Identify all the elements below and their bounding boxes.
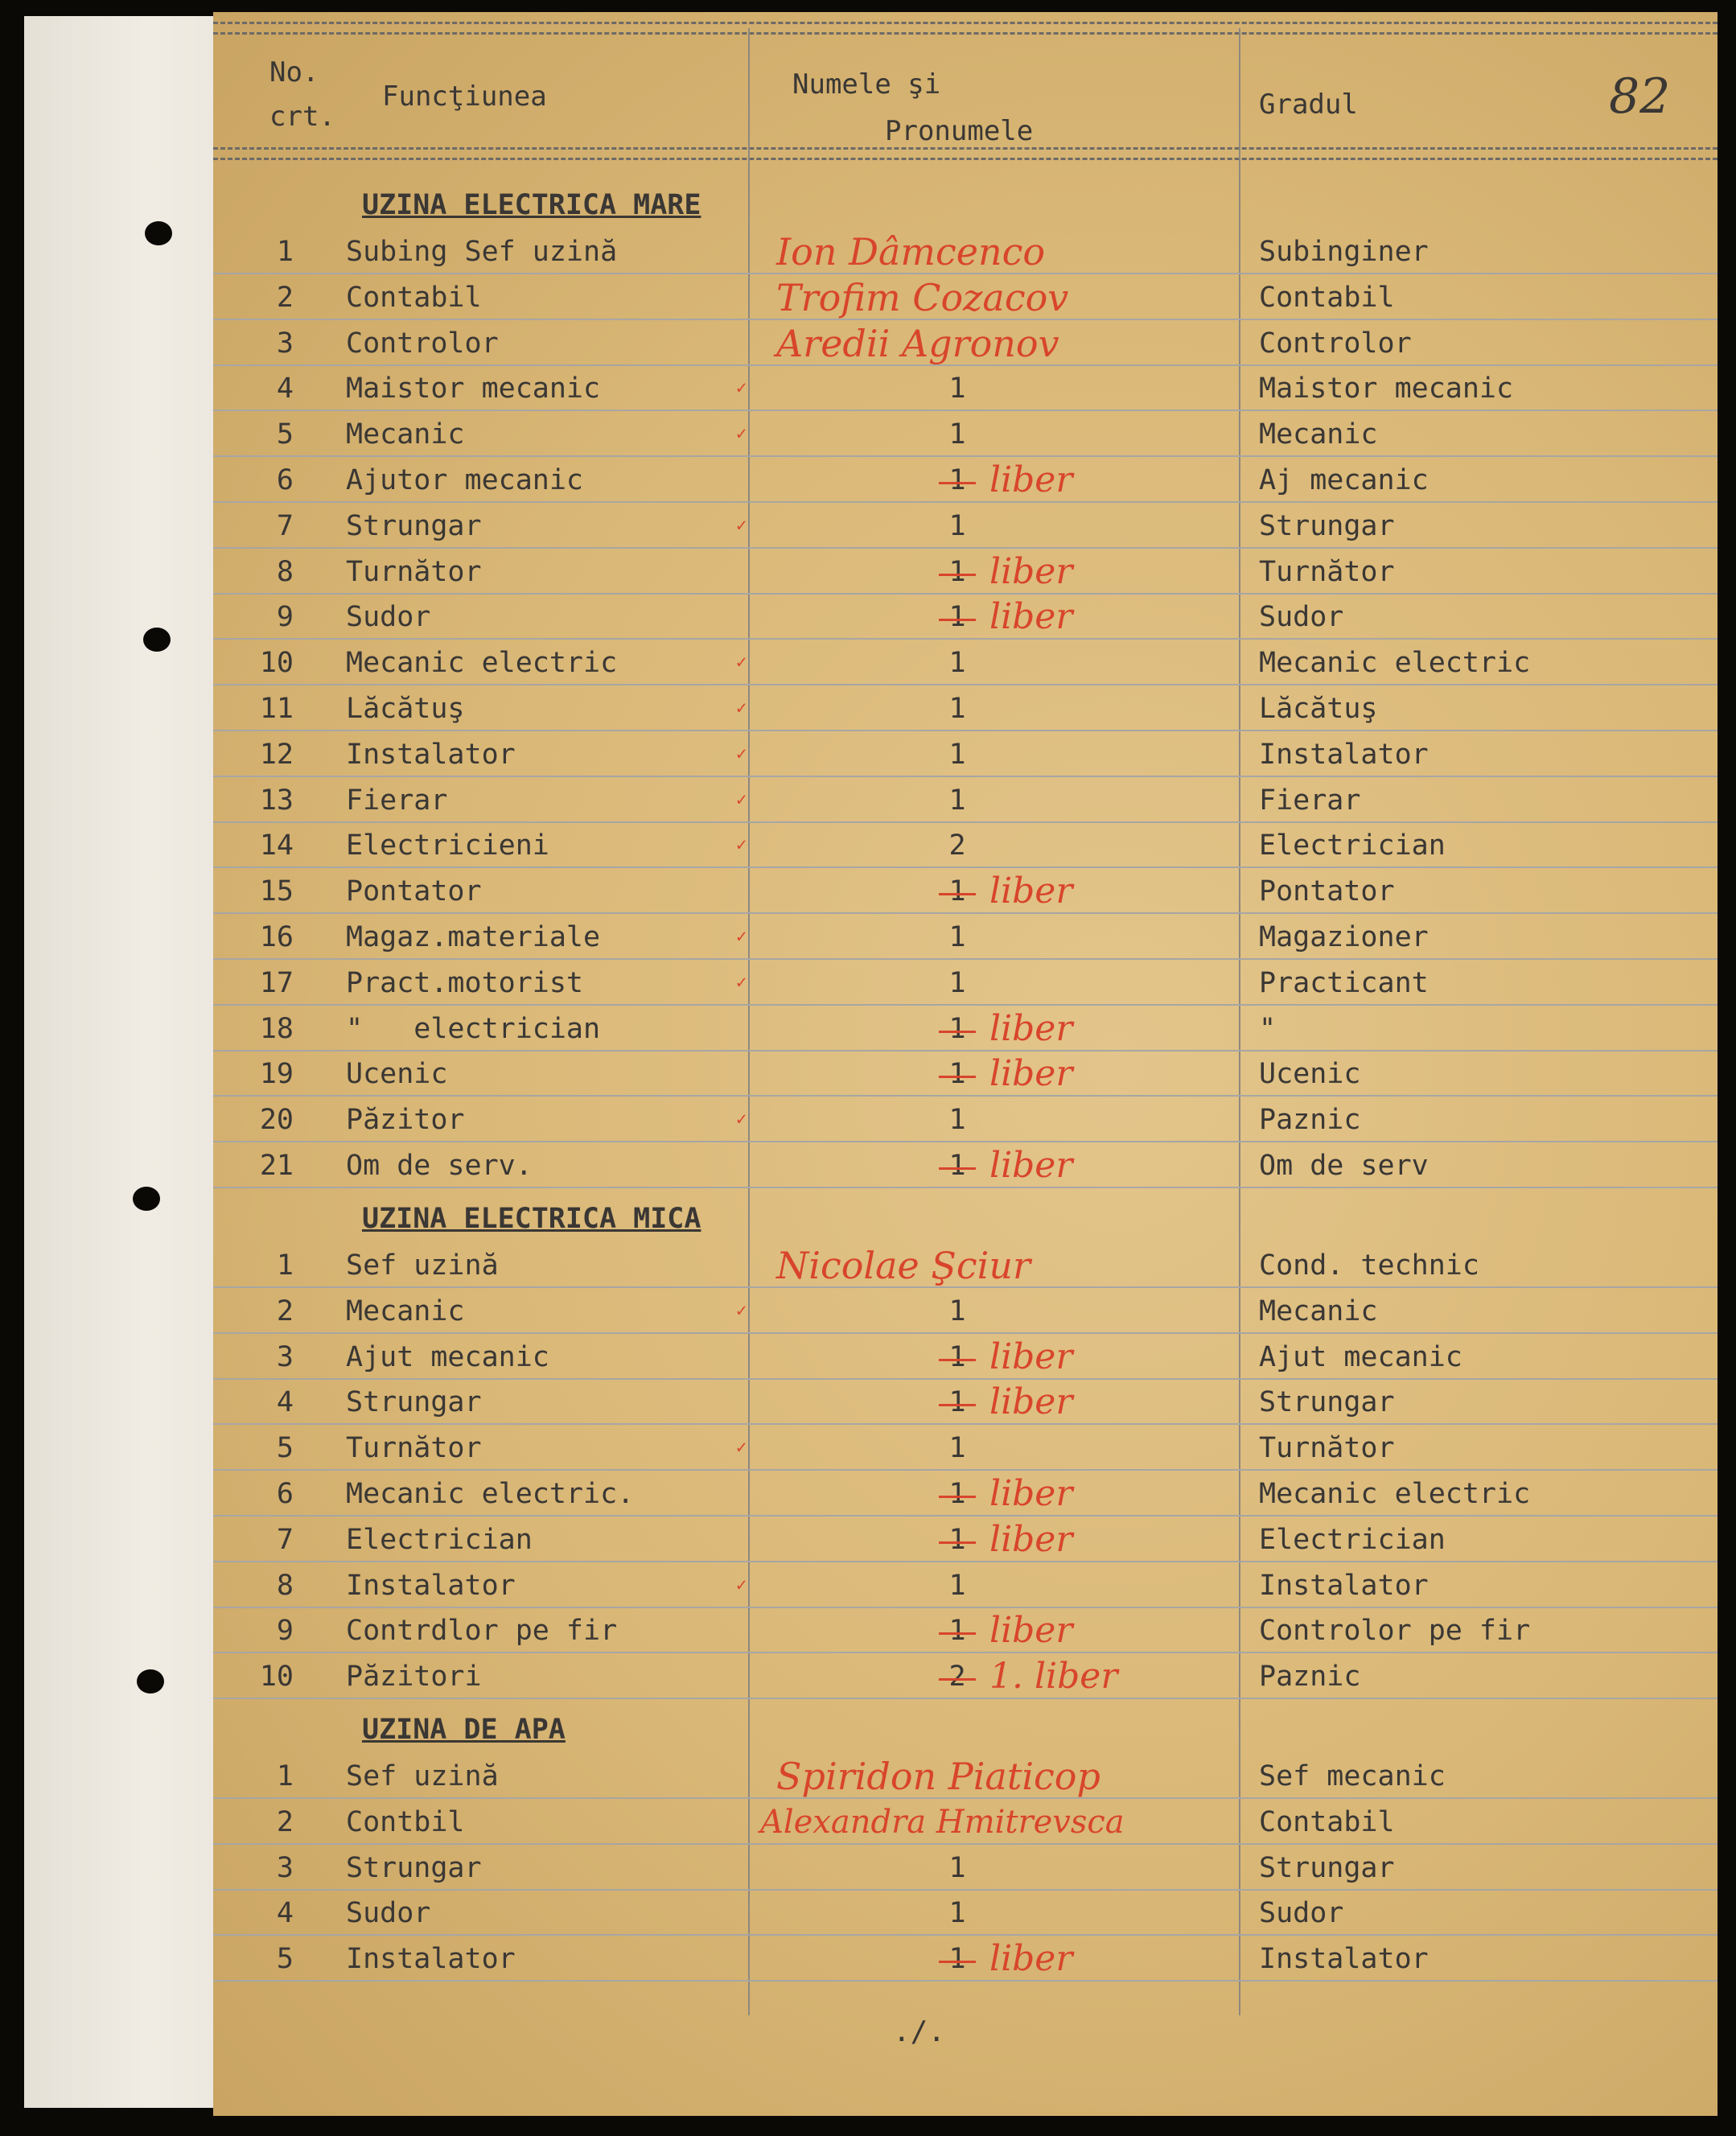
row-divider	[213, 684, 1717, 685]
table-row	[213, 823, 1717, 868]
strikethrough-mark	[939, 1031, 976, 1033]
row-divider	[213, 1889, 1717, 1891]
row-divider	[213, 273, 1717, 274]
document-page	[213, 12, 1717, 2116]
punch-hole	[145, 221, 172, 245]
vacancy-note: liber	[989, 550, 1073, 592]
grade-cell: Fierar	[1259, 784, 1361, 817]
grade-cell: Instalator	[1259, 1943, 1429, 1976]
row-divider	[213, 1698, 1717, 1699]
function-cell: Mecanic electric.	[346, 1478, 635, 1510]
function-cell: Lăcătuş	[346, 693, 465, 725]
staff-count: 1	[948, 784, 966, 817]
table-row	[213, 1891, 1717, 1936]
grade-cell: Magazioner	[1259, 921, 1429, 953]
row-divider	[213, 912, 1717, 914]
row-number: 3	[276, 327, 294, 360]
row-divider	[213, 1332, 1717, 1334]
punch-hole	[133, 1187, 160, 1211]
row-number: 10	[259, 1661, 294, 1694]
checkmark-icon: ✓	[736, 424, 747, 445]
grade-cell: Ucenic	[1259, 1058, 1361, 1091]
staff-count: 1	[948, 509, 966, 542]
row-divider	[213, 1980, 1717, 1982]
row-divider	[213, 593, 1717, 595]
staff-count: 1	[948, 1851, 966, 1884]
row-divider	[213, 319, 1717, 320]
row-divider	[213, 501, 1717, 503]
page-number: 82	[1609, 68, 1671, 125]
checkmark-icon: ✓	[736, 835, 747, 856]
row-divider	[213, 1004, 1717, 1006]
section-title: UZINA ELECTRICA MARE	[362, 189, 701, 221]
staff-count: 1	[948, 1523, 966, 1556]
table-row	[213, 1097, 1717, 1142]
function-cell: Electricieni	[346, 829, 549, 862]
section-title: UZINA DE APA	[362, 1714, 566, 1746]
strikethrough-mark	[939, 1496, 976, 1498]
row-divider	[213, 821, 1717, 823]
checkmark-icon: ✓	[736, 972, 747, 993]
vacancy-note: liber	[989, 1473, 1073, 1514]
strikethrough-mark	[939, 893, 976, 895]
row-number: 7	[276, 509, 294, 542]
staff-count: 1	[948, 1012, 966, 1045]
row-divider	[213, 1934, 1717, 1936]
row-number: 7	[276, 1523, 294, 1556]
table-row	[213, 869, 1717, 914]
header-top-rule	[213, 22, 1717, 35]
row-number: 18	[259, 1012, 294, 1045]
punch-hole	[143, 628, 171, 652]
table-row	[213, 412, 1717, 457]
staff-count: 1	[948, 921, 966, 953]
function-cell: Sudor	[346, 601, 431, 634]
row-number: 9	[276, 1615, 294, 1648]
strikethrough-mark	[939, 1678, 976, 1681]
staff-count: 2	[948, 1661, 966, 1694]
strikethrough-mark	[939, 1359, 976, 1361]
row-number: 13	[259, 784, 294, 817]
table-row	[213, 1846, 1717, 1891]
row-divider	[213, 410, 1717, 411]
staff-count: 1	[948, 1058, 966, 1091]
row-divider	[213, 1469, 1717, 1471]
staff-count: 1	[948, 875, 966, 908]
row-divider	[213, 730, 1717, 731]
grade-cell: Pontator	[1259, 875, 1395, 908]
row-divider	[213, 1187, 1717, 1188]
function-cell: Mecanic	[346, 1294, 465, 1327]
table-row	[213, 1608, 1717, 1653]
table-row	[213, 1754, 1717, 1799]
grade-cell: Maistor mecanic	[1259, 372, 1514, 405]
function-cell: Electrician	[346, 1523, 533, 1556]
function-cell: Pontator	[346, 875, 482, 908]
function-cell: Mecanic electric	[346, 647, 618, 680]
function-cell: Ajutor mecanic	[346, 464, 584, 496]
handwritten-name: Spiridon Piaticop	[776, 1755, 1100, 1798]
function-cell: Sef uzină	[346, 1249, 499, 1282]
function-cell: Contbil	[346, 1805, 465, 1838]
staff-count: 1	[948, 1569, 966, 1602]
row-divider	[213, 1095, 1717, 1097]
strikethrough-mark	[939, 574, 976, 576]
table-row	[213, 1380, 1717, 1425]
grade-cell: Instalator	[1259, 738, 1429, 771]
table-row	[213, 1563, 1717, 1608]
vacancy-note: liber	[989, 1610, 1073, 1652]
staff-count: 1	[948, 1943, 966, 1976]
function-cell: Instalator	[346, 738, 516, 771]
header-function: Funcţiunea	[382, 80, 547, 113]
handwritten-name: Nicolae Şciur	[776, 1244, 1031, 1287]
row-divider	[213, 455, 1717, 457]
table-row	[213, 1654, 1717, 1699]
table-row	[213, 1243, 1717, 1288]
table-row	[213, 640, 1717, 685]
row-number: 16	[259, 921, 294, 953]
grade-cell: Mecanic electric	[1259, 647, 1531, 680]
checkmark-icon: ✓	[736, 1438, 747, 1459]
grade-cell: Mecanic	[1259, 1294, 1378, 1327]
section-title: UZINA ELECTRICA MICA	[362, 1203, 701, 1235]
function-cell: Ucenic	[346, 1058, 448, 1091]
strikethrough-mark	[939, 1076, 976, 1078]
grade-cell: "	[1259, 1012, 1277, 1045]
table-row	[213, 915, 1717, 960]
row-divider	[213, 1141, 1717, 1142]
function-cell: Turnător	[346, 1432, 482, 1465]
handwritten-name: Trofim Cozacov	[776, 275, 1069, 319]
row-divider	[213, 1286, 1717, 1288]
staff-count: 1	[948, 418, 966, 451]
row-number: 5	[276, 418, 294, 451]
grade-cell: Controlor pe fir	[1259, 1615, 1531, 1648]
row-number: 17	[259, 966, 294, 999]
staff-count: 1	[948, 464, 966, 496]
header-no: No.	[269, 56, 319, 88]
row-number: 4	[276, 372, 294, 405]
table-row	[213, 1006, 1717, 1052]
grade-cell: Instalator	[1259, 1569, 1429, 1602]
row-number: 14	[259, 829, 294, 862]
strikethrough-mark	[939, 619, 976, 621]
staff-count: 1	[948, 1294, 966, 1327]
grade-cell: Turnător	[1259, 1432, 1395, 1465]
row-divider	[213, 547, 1717, 549]
function-cell: Subing Sef uzină	[346, 236, 618, 268]
row-number: 6	[276, 1478, 294, 1510]
vacancy-note: liber	[989, 1518, 1073, 1560]
function-cell: Strungar	[346, 509, 482, 542]
header-crt: crt.	[269, 101, 335, 133]
punch-hole	[137, 1669, 164, 1694]
vacancy-note: liber	[989, 596, 1073, 638]
checkmark-icon: ✓	[736, 789, 747, 810]
staff-count: 1	[948, 1104, 966, 1137]
row-divider	[213, 1607, 1717, 1608]
vacancy-note: liber	[989, 1007, 1073, 1049]
table-row	[213, 229, 1717, 274]
checkmark-icon: ✓	[736, 652, 747, 673]
row-divider	[213, 1561, 1717, 1562]
function-cell: Sef uzină	[346, 1760, 499, 1792]
row-number: 8	[276, 555, 294, 588]
grade-cell: Paznic	[1259, 1104, 1361, 1137]
checkmark-icon: ✓	[736, 1300, 747, 1321]
row-number: 12	[259, 738, 294, 771]
vacancy-note: liber	[989, 1145, 1073, 1186]
row-number: 3	[276, 1851, 294, 1884]
grade-cell: Subinginer	[1259, 236, 1429, 268]
grade-cell: Strungar	[1259, 1851, 1395, 1884]
handwritten-name: Alexandra Hmitrevsca	[760, 1803, 1125, 1841]
function-cell: Om de serv.	[346, 1150, 533, 1182]
grade-cell: Controlor	[1259, 327, 1412, 360]
table-row	[213, 1517, 1717, 1562]
continuation-mark: ./.	[893, 2015, 946, 2048]
staff-count: 1	[948, 372, 966, 405]
grade-cell: Sudor	[1259, 1897, 1344, 1930]
grade-cell: Mecanic electric	[1259, 1478, 1531, 1510]
function-cell: Contabil	[346, 281, 482, 314]
row-number: 1	[276, 236, 294, 268]
checkmark-icon: ✓	[736, 378, 747, 399]
grade-cell: Electrician	[1259, 829, 1446, 862]
row-divider	[213, 1797, 1717, 1799]
row-number: 15	[259, 875, 294, 908]
table-row	[213, 686, 1717, 731]
row-divider	[213, 1423, 1717, 1425]
table-row	[213, 961, 1717, 1006]
row-number: 2	[276, 281, 294, 314]
table-row	[213, 595, 1717, 640]
row-number: 1	[276, 1249, 294, 1282]
staff-count: 1	[948, 1897, 966, 1930]
table-row	[213, 1335, 1717, 1380]
staff-count: 1	[948, 1615, 966, 1648]
row-number: 5	[276, 1943, 294, 1976]
function-cell: Turnător	[346, 555, 482, 588]
handwritten-name: Aredii Agronov	[776, 321, 1059, 365]
table-row	[213, 1426, 1717, 1471]
table-row	[213, 1936, 1717, 1982]
row-number: 19	[259, 1058, 294, 1091]
grade-cell: Contabil	[1259, 1805, 1395, 1838]
table-row	[213, 1471, 1717, 1517]
grade-cell: Strungar	[1259, 509, 1395, 542]
function-cell: Păzitori	[346, 1661, 482, 1694]
row-divider	[213, 638, 1717, 640]
row-number: 9	[276, 601, 294, 634]
row-number: 3	[276, 1340, 294, 1373]
row-number: 2	[276, 1294, 294, 1327]
grade-cell: Paznic	[1259, 1661, 1361, 1694]
grade-cell: Aj mecanic	[1259, 464, 1429, 496]
row-number: 5	[276, 1432, 294, 1465]
function-cell: Pract.motorist	[346, 966, 584, 999]
function-cell: Magaz.materiale	[346, 921, 601, 953]
row-divider	[213, 776, 1717, 777]
header-surname: Pronumele	[885, 115, 1034, 147]
staff-count: 1	[948, 1386, 966, 1419]
function-cell: Mecanic	[346, 418, 465, 451]
row-divider	[213, 866, 1717, 868]
staff-count: 1	[948, 966, 966, 999]
row-divider	[213, 1378, 1717, 1380]
row-number: 11	[259, 693, 294, 725]
function-cell: Păzitor	[346, 1104, 465, 1137]
strikethrough-mark	[939, 1961, 976, 1963]
function-cell: Contrdlor pe fir	[346, 1615, 618, 1648]
staff-count: 1	[948, 1150, 966, 1182]
strikethrough-mark	[939, 1541, 976, 1544]
function-cell: Fierar	[346, 784, 448, 817]
grade-cell: Sef mecanic	[1259, 1760, 1446, 1792]
function-cell: Ajut mecanic	[346, 1340, 549, 1373]
grade-cell: Turnător	[1259, 555, 1395, 588]
row-number: 4	[276, 1386, 294, 1419]
table-row	[213, 549, 1717, 595]
checkmark-icon: ✓	[736, 927, 747, 947]
table-row	[213, 275, 1717, 320]
staff-count: 2	[948, 829, 966, 862]
grade-cell: Lăcătuş	[1259, 693, 1378, 725]
table-row	[213, 1800, 1717, 1845]
row-divider	[213, 1652, 1717, 1653]
table-row	[213, 732, 1717, 777]
staff-count: 1	[948, 555, 966, 588]
row-number: 4	[276, 1897, 294, 1930]
vacancy-note: liber	[989, 459, 1073, 500]
staff-count: 1	[948, 601, 966, 634]
vacancy-note: liber	[989, 1053, 1073, 1095]
checkmark-icon: ✓	[736, 1574, 747, 1595]
strikethrough-mark	[939, 1632, 976, 1635]
grade-cell: Sudor	[1259, 601, 1344, 634]
staff-count: 1	[948, 738, 966, 771]
function-cell: Strungar	[346, 1851, 482, 1884]
table-row	[213, 321, 1717, 366]
checkmark-icon: ✓	[736, 515, 747, 536]
checkmark-icon: ✓	[736, 698, 747, 718]
vacancy-note: liber	[989, 870, 1073, 912]
vacancy-note: 1. liber	[989, 1656, 1118, 1698]
row-divider	[213, 364, 1717, 366]
row-number: 21	[259, 1150, 294, 1182]
table-row	[213, 778, 1717, 823]
grade-cell: Om de serv	[1259, 1150, 1429, 1182]
staff-count: 1	[948, 1478, 966, 1510]
function-cell: Sudor	[346, 1897, 431, 1930]
row-divider	[213, 1843, 1717, 1845]
function-cell: Controlor	[346, 327, 499, 360]
row-number: 2	[276, 1805, 294, 1838]
grade-cell: Cond. technic	[1259, 1249, 1479, 1282]
function-cell: " electrician	[346, 1012, 601, 1045]
row-number: 1	[276, 1760, 294, 1792]
header-name: Numele şi	[792, 68, 941, 101]
row-number: 8	[276, 1569, 294, 1602]
table-row	[213, 504, 1717, 549]
function-cell: Strungar	[346, 1386, 482, 1419]
header-grade: Gradul	[1259, 88, 1358, 121]
function-cell: Maistor mecanic	[346, 372, 601, 405]
row-divider	[213, 1515, 1717, 1517]
table-row	[213, 1052, 1717, 1097]
grade-cell: Strungar	[1259, 1386, 1395, 1419]
staff-count: 1	[948, 1432, 966, 1465]
strikethrough-mark	[939, 482, 976, 484]
grade-cell: Practicant	[1259, 966, 1429, 999]
vacancy-note: liber	[989, 1381, 1073, 1423]
function-cell: Instalator	[346, 1943, 516, 1976]
row-number: 6	[276, 464, 294, 496]
table-row	[213, 1289, 1717, 1334]
grade-cell: Mecanic	[1259, 418, 1378, 451]
grade-cell: Electrician	[1259, 1523, 1446, 1556]
staff-count: 1	[948, 1340, 966, 1373]
table-row	[213, 1143, 1717, 1188]
row-number: 10	[259, 647, 294, 680]
staff-count: 1	[948, 693, 966, 725]
checkmark-icon: ✓	[736, 743, 747, 764]
table-row	[213, 458, 1717, 503]
row-divider	[213, 958, 1717, 960]
header-bottom-rule	[213, 147, 1717, 160]
table-row	[213, 366, 1717, 411]
grade-cell: Ajut mecanic	[1259, 1340, 1462, 1373]
vacancy-note: liber	[989, 1336, 1073, 1377]
handwritten-name: Ion Dâmcenco	[776, 230, 1046, 274]
grade-cell: Contabil	[1259, 281, 1395, 314]
row-divider	[213, 1050, 1717, 1052]
strikethrough-mark	[939, 1167, 976, 1170]
vacancy-note: liber	[989, 1938, 1073, 1980]
staff-count: 1	[948, 647, 966, 680]
strikethrough-mark	[939, 1404, 976, 1406]
function-cell: Instalator	[346, 1569, 516, 1602]
checkmark-icon: ✓	[736, 1109, 747, 1130]
row-number: 20	[259, 1104, 294, 1137]
